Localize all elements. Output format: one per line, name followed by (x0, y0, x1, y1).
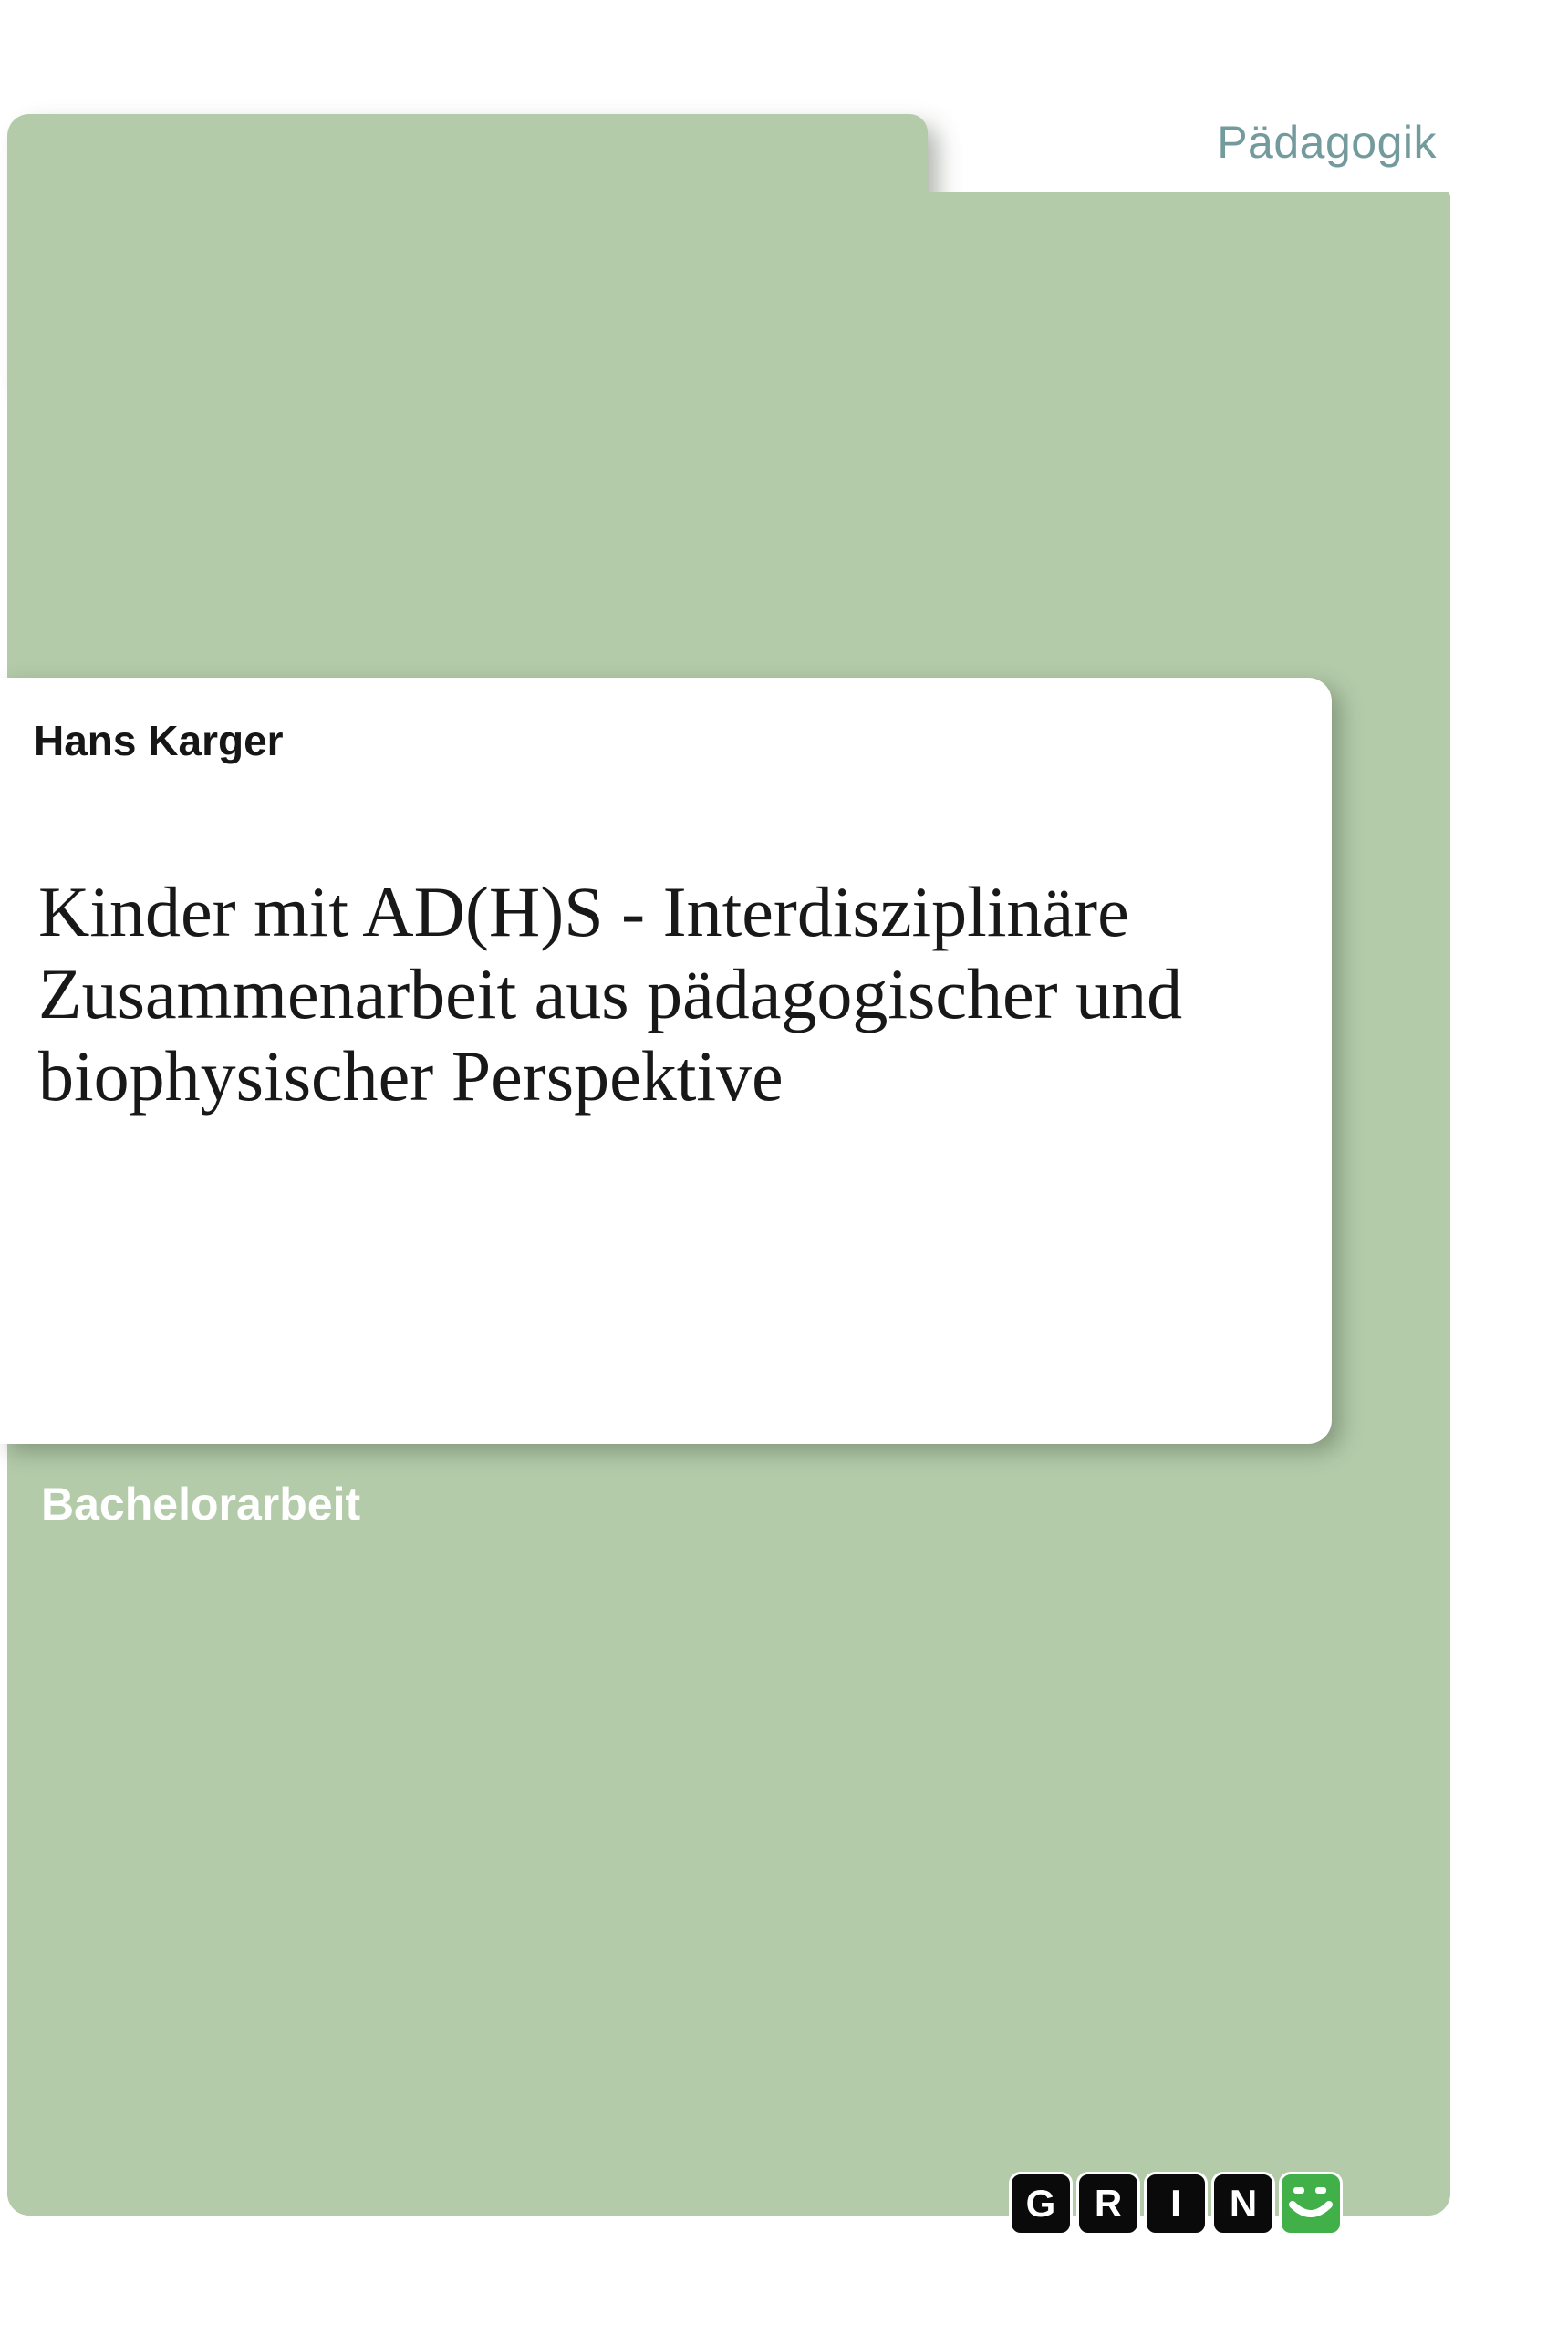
title-card (0, 678, 1332, 1444)
logo-tile-i: I (1144, 2172, 1208, 2236)
book-title: Kinder mit AD(H)S - Interdisziplinäre Zusammenarbeit aus pädagogischer und biophysischer Perspektive (38, 872, 1183, 1116)
category-label: Pädagogik (1217, 117, 1437, 168)
logo-tile-g: G (1009, 2172, 1073, 2236)
logo-tile-n: N (1211, 2172, 1275, 2236)
document-type-label: Bachelorarbeit (41, 1479, 361, 1530)
grin-logo (1009, 2172, 1343, 2236)
logo-tile-r: R (1076, 2172, 1140, 2236)
author-name: Hans Karger (34, 717, 284, 764)
grin-smiley-icon (1279, 2172, 1343, 2236)
